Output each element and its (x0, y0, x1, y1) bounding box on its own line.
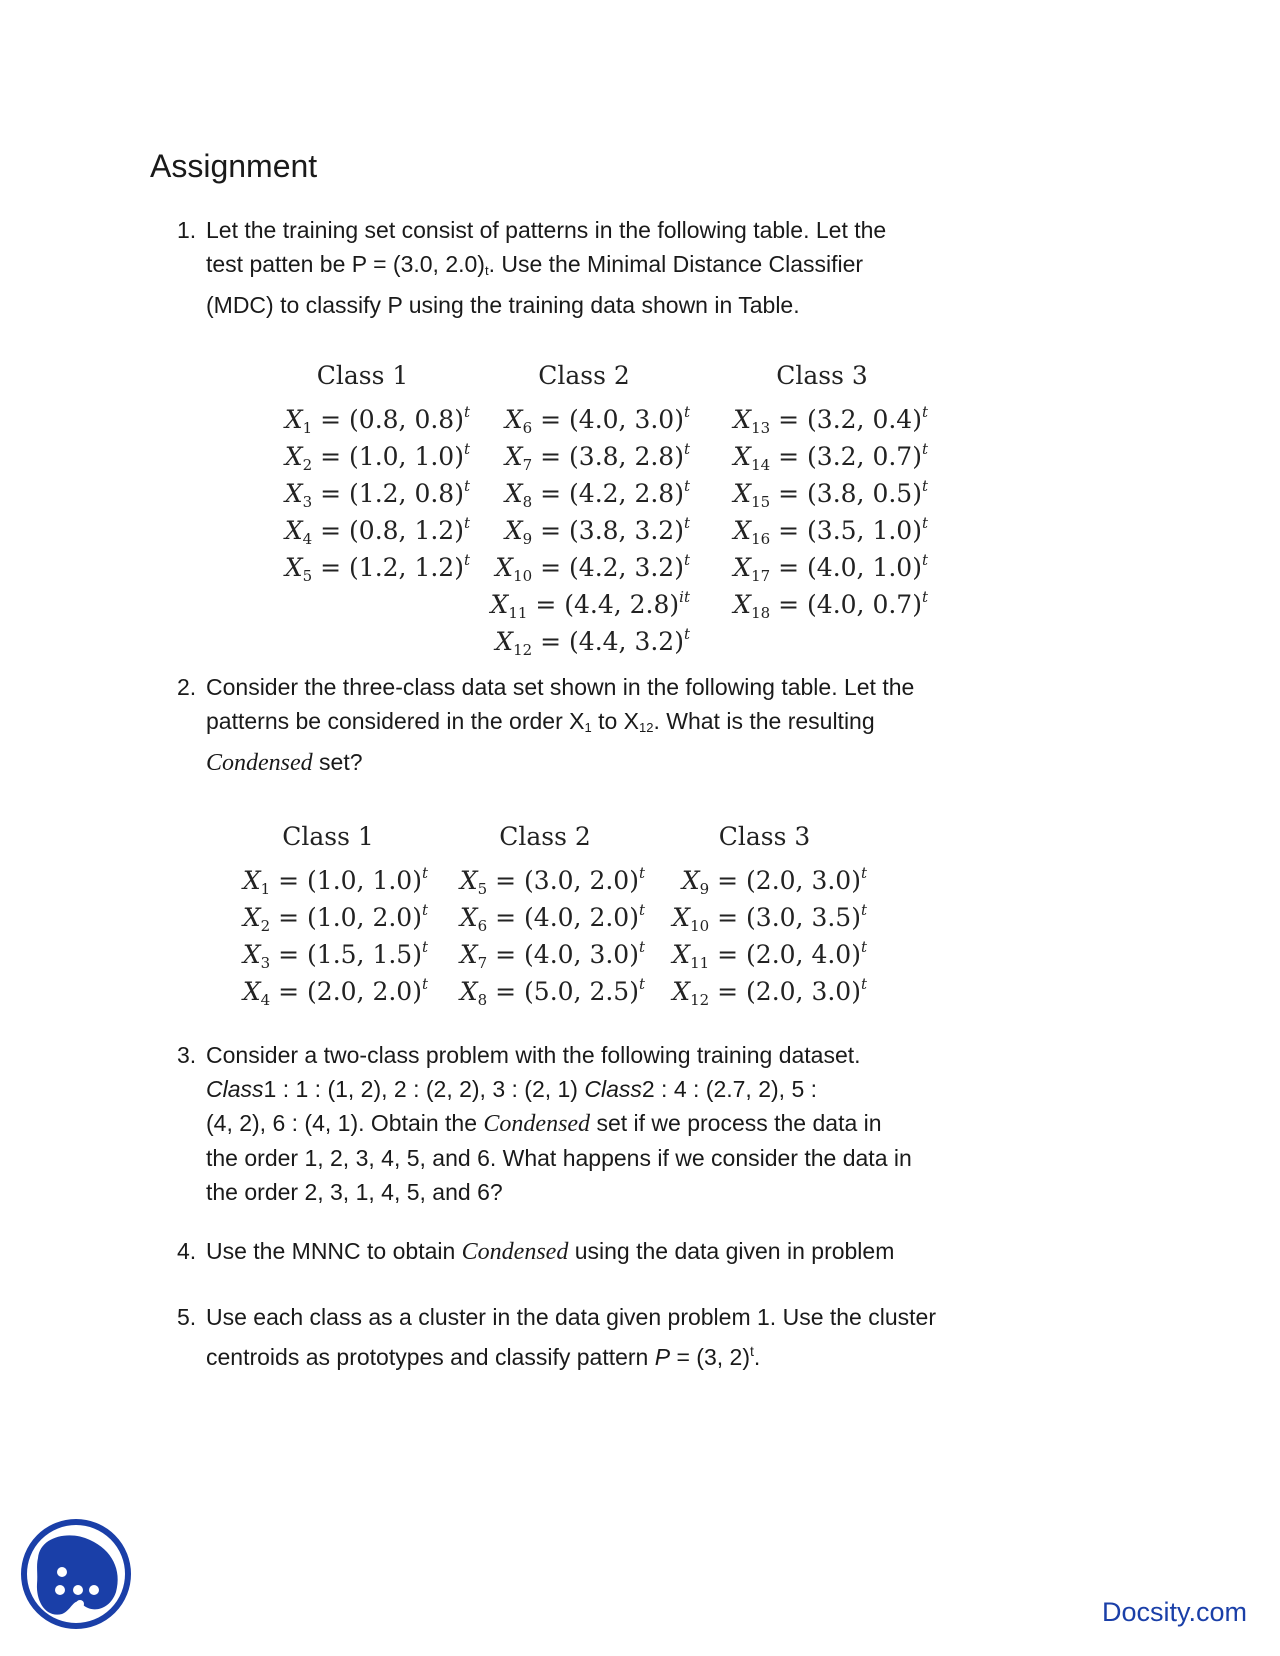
question-line: Use the MNNC to obtain Condensed using the data given in problem (206, 1238, 895, 1265)
table-cell: $X_8 = (4.2$, 2.8)$^t$ (504, 477, 690, 511)
question-number: 2. (177, 674, 197, 700)
table-cell: $X_9 = (3.8$, 3.2)$^t$ (504, 514, 690, 548)
table-cell: $X_3 = (1.2$, 0.8)$^t$ (284, 477, 470, 511)
table-cell: $X_4 = (0.8$, 1.2)$^t$ (284, 514, 470, 548)
table-column-class-1 (255, 358, 470, 585)
table-column-class-3 (716, 358, 928, 622)
table-cell: $X_{18} = (4.0$, 0.7)$^t$ (733, 588, 928, 622)
question-1 (177, 213, 1017, 322)
table-cell: $X_5 = (3.0$, 2.0)$^t$ (459, 864, 645, 898)
question-line: Use each class as a cluster in the data given problem 1. Use the cluster (206, 1304, 936, 1330)
table-cell: $X_7 = (4.0$, 3.0)$^t$ (459, 938, 645, 972)
question-4 (177, 1234, 1017, 1269)
column-header: Class 2 (538, 361, 630, 390)
table-cell: $X_6 = (4.0$, 2.0)$^t$ (459, 901, 645, 935)
table-cell: $X_7 = (3.8$, 2.8)$^t$ (504, 440, 690, 474)
table-column-class-1 (228, 819, 428, 1009)
question-line: patterns be considered in the order $X_1$ to $X_{12}$. What is the resulting (206, 708, 875, 735)
question-line: the order 2, 3, 1, 4, 5, and 6? (206, 1179, 503, 1205)
table-cell: $X_{17} = (4.0$, 1.0)$^t$ (733, 551, 928, 585)
column-header: Class 1 (282, 822, 374, 851)
column-header: Class 3 (776, 361, 868, 390)
table-column-class-2 (445, 819, 645, 1009)
table-cell: $X_{16} = (3.5$, 1.0)$^t$ (733, 514, 928, 548)
question-line: test patten be P = (3.0, $2.0)_t$. Use the Minimal Distance Classifier (206, 251, 864, 278)
column-header: Class 3 (718, 822, 811, 851)
table-cell: $X_1 = (1.0$, 1.0)$^t$ (242, 864, 428, 898)
brand-link[interactable]: Docsity.com (1102, 1597, 1248, 1627)
table-cell: $X_8 = (5.0$, 2.5)$^t$ (459, 975, 645, 1009)
table-cell: $X_{12} = (2.0$, 3.0)$^t$ (672, 975, 867, 1009)
column-header: Class 2 (499, 822, 591, 851)
question-2 (177, 670, 1017, 780)
table-cell: $X_{11} = (4.4$, 2.8)$^{it}$ (490, 588, 690, 622)
question-line: Condensed set? (206, 749, 363, 776)
table-cell: $X_{13} = (3.2$, 0.4)$^t$ (733, 403, 928, 437)
question-line: centroids as prototypes and classify pattern P = (3, 2)$^t$. (206, 1343, 761, 1370)
table-cell: $X_{15} = (3.8$, 0.5)$^t$ (733, 477, 928, 511)
table-cell: $X_{10} = (3.0$, 3.5)$^t$ (672, 901, 867, 935)
docsity-logo-icon (20, 1518, 132, 1630)
question-line: the order 1, 2, 3, 4, 5, and 6. What happens if we consider the data in (206, 1145, 912, 1171)
table-cell: $X_4 = (2.0$, 2.0)$^t$ (242, 975, 428, 1009)
table-column-class-2 (478, 358, 690, 659)
table-column-class-3 (662, 819, 867, 1009)
question-line: (4, 2), 6 : (4, 1). Obtain the Condensed set if we process the data in (206, 1110, 882, 1137)
table-cell: $X_{10} = (4.2$, 3.2)$^t$ (495, 551, 690, 585)
question-line: Class1 : 1 : (1, 2), 2 : (2, 2), 3 : (2, 1) Class2 : 4 : (2.7, 2), 5 : (206, 1076, 818, 1102)
table-cell: $X_5 = (1.2$, 1.2)$^t$ (284, 551, 470, 585)
question-line: (MDC) to classify P using the training data shown in Table. (206, 292, 800, 318)
table-cell: $X_{11} = (2.0$, 4.0)$^t$ (672, 938, 867, 972)
table-cell: $X_1 = (0.8$, 0.8)$^t$ (284, 403, 470, 437)
column-header: Class 1 (316, 361, 409, 390)
question-number: 4. (177, 1238, 197, 1264)
question-line: Consider a two-class problem with the following training dataset. (206, 1042, 861, 1068)
table-cell: $X_{14} = (3.2$, 0.7)$^t$ (733, 440, 928, 474)
table-cell: $X_{12} = (4.4$, 3.2)$^t$ (495, 625, 690, 659)
table-cell: $X_6 = (4.0$, 3.0)$^t$ (504, 403, 690, 437)
table-cell: $X_3 = (1.5$, 1.5)$^t$ (242, 938, 428, 972)
question-number: 5. (177, 1304, 197, 1330)
page-title: Assignment (150, 148, 318, 184)
question-number: 3. (177, 1042, 197, 1068)
question-number: 1. (177, 217, 197, 243)
question-3 (177, 1038, 1017, 1209)
question-line: Let the training set consist of patterns in the following table. Let the (206, 217, 887, 243)
table-cell: $X_2 = (1.0$, 2.0)$^t$ (242, 901, 428, 935)
question-line: Consider the three-class data set shown in the following table. Let the (206, 674, 915, 700)
table-cell: $X_2 = (1.0$, 1.0)$^t$ (284, 440, 470, 474)
question-5 (177, 1300, 1017, 1374)
table-cell: $X_9 = (2.0$, 3.0)$^t$ (681, 864, 867, 898)
